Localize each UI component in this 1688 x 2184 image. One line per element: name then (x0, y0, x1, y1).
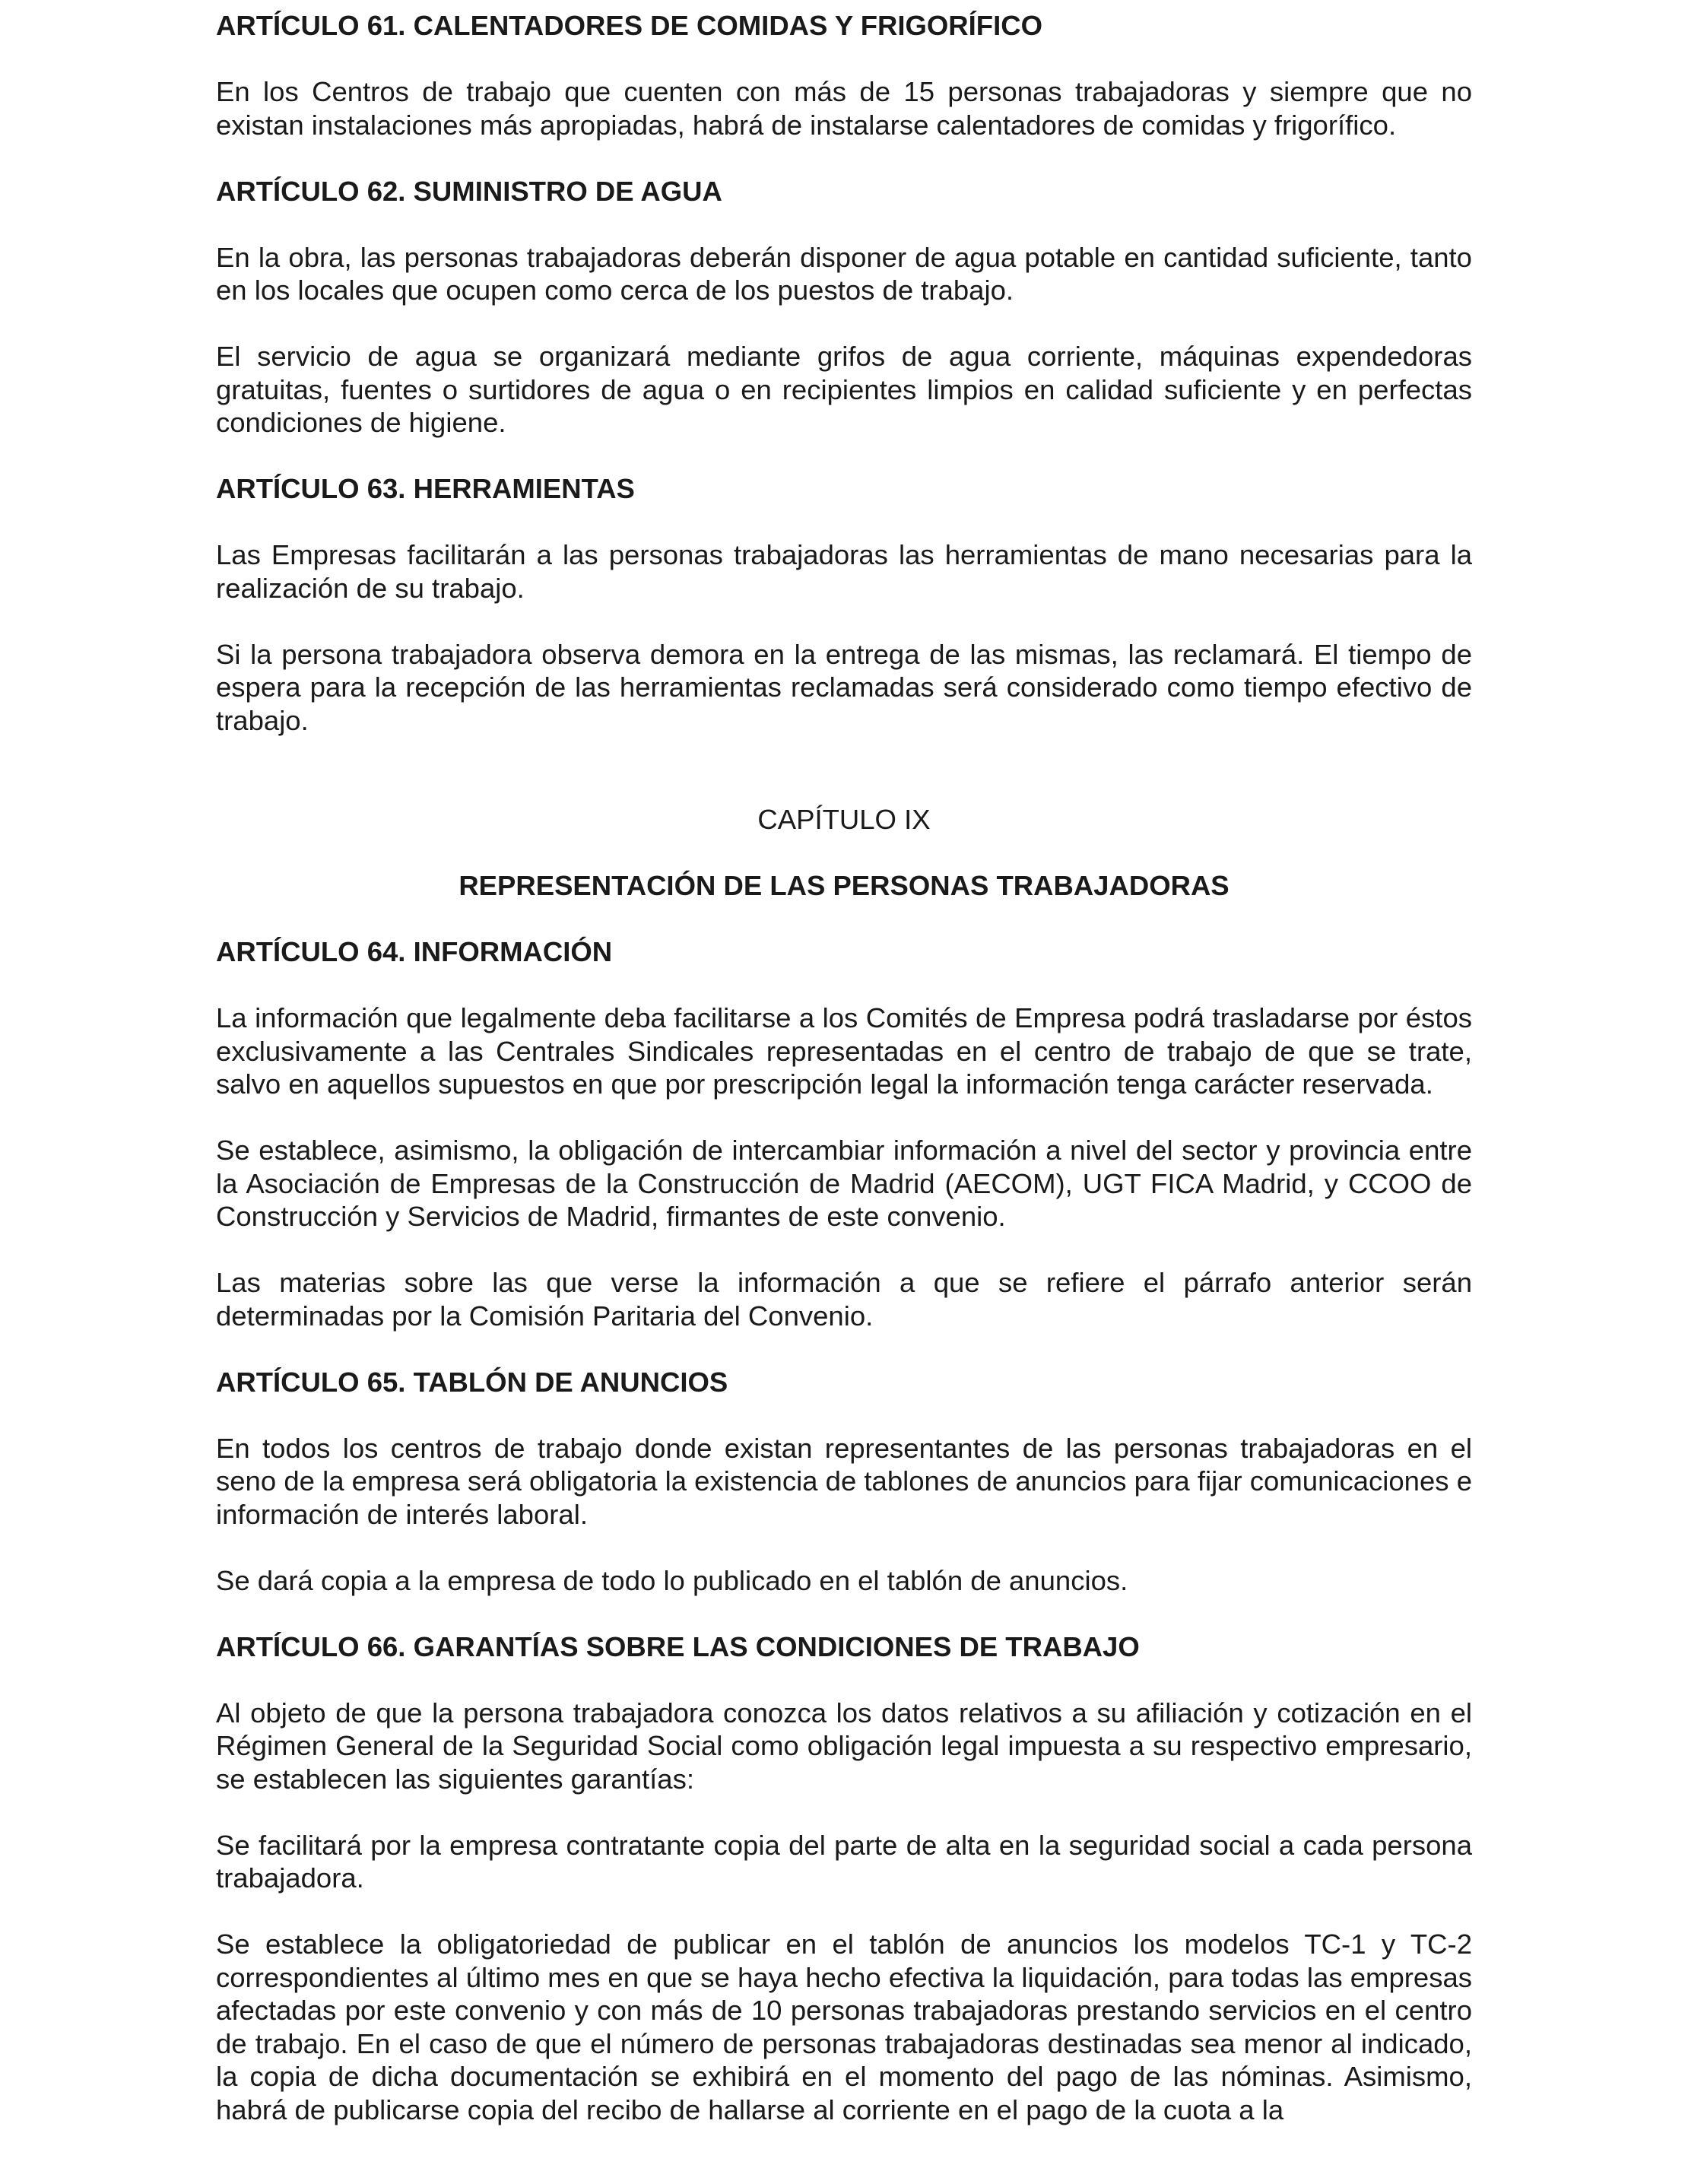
article-63-heading: ARTÍCULO 63. HERRAMIENTAS (216, 473, 635, 504)
chapter-label: CAPÍTULO IX (757, 804, 931, 835)
article-66-paragraph-2: Se facilitará por la empresa contratante copia del parte de alta en la seguridad social a cada persona trabajadora. (216, 1829, 1472, 1894)
article-65-paragraph-2: Se dará copia a la empresa de todo lo publicado en el tablón de anuncios. (216, 1564, 1128, 1596)
document-page (216, 9, 1472, 2126)
article-61-paragraph-1: En los Centros de trabajo que cuenten con más de 15 personas trabajadoras y siempre que no existan instalaciones más apropiadas, habrá de instalarse calentadores de comidas y frigorífico. (216, 76, 1472, 141)
chapter-title: REPRESENTACIÓN DE LAS PERSONAS TRABAJADORAS (458, 870, 1230, 901)
article-66-heading: ARTÍCULO 66. GARANTÍAS SOBRE LAS CONDICIONES DE TRABAJO (216, 1630, 1140, 1662)
article-62-heading: ARTÍCULO 62. SUMINISTRO DE AGUA (216, 175, 722, 207)
article-63-paragraph-2: Si la persona trabajadora observa demora en la entrega de las mismas, las reclamará. El tiempo de espera para la recepción de las herramientas reclamadas será considerado como tiempo efectivo de trabajo. (216, 638, 1472, 736)
article-65-heading: ARTÍCULO 65. TABLÓN DE ANUNCIOS (216, 1366, 728, 1398)
article-63-paragraph-1: Las Empresas facilitarán a las personas trabajadoras las herramientas de mano necesarias para la realización de su trabajo. (216, 539, 1472, 604)
article-64-paragraph-2: Se establece, asimismo, la obligación de intercambiar información a nivel del sector y provincia entre la Asociación de Empresas de la Construcción de Madrid (AECOM), UGT FICA Madrid, y CCOO de Construcción y Servicios de Madrid, firmantes de este convenio. (216, 1135, 1472, 1232)
article-65-paragraph-1: En todos los centros de trabajo donde existan representantes de las personas trabajadoras en el seno de la empresa será obligatoria la existencia de tablones de anuncios para fijar comunicaciones e información de interés laboral. (216, 1432, 1472, 1530)
article-66-paragraph-3: Se establece la obligatoriedad de publicar en el tablón de anuncios los modelos TC-1 y TC-2 correspondientes al último mes en que se haya hecho efectiva la liquidación, para todas las empresas afectadas por este convenio y con más de 10 personas trabajadoras prestando servicios en el centro de trabajo. En el caso de que el número de personas trabajadoras destinadas sea menor al indicado, la copia de dicha documentación se exhibirá en el momento del pago de las nóminas. Asimismo, habrá de publicarse copia del recibo de hallarse al corriente en el pago de la cuota a la (216, 1928, 1472, 2125)
article-62-paragraph-1: En la obra, las personas trabajadoras deberán disponer de agua potable en cantidad suficiente, tanto en los locales que ocupen como cerca de los puestos de trabajo. (216, 241, 1472, 306)
article-66-paragraph-1: Al objeto de que la persona trabajadora conozca los datos relativos a su afiliación y cotización en el Régimen General de la Seguridad Social como obligación legal impuesta a su respectivo empresario, se establecen las siguientes garantías: (216, 1697, 1472, 1795)
article-62-paragraph-2: El servicio de agua se organizará mediante grifos de agua corriente, máquinas expendedoras gratuitas, fuentes o surtidores de agua o en recipientes limpios en calidad suficiente y en perfectas condiciones de higiene. (216, 341, 1472, 438)
article-64-heading: ARTÍCULO 64. INFORMACIÓN (216, 936, 613, 967)
article-64-paragraph-3: Las materias sobre las que verse la información a que se refiere el párrafo anterior serán determinadas por la Comisión Paritaria del Convenio. (216, 1267, 1472, 1332)
article-64-paragraph-1: La información que legalmente deba facilitarse a los Comités de Empresa podrá trasladarse por éstos exclusivamente a las Centrales Sindicales representadas en el centro de trabajo de que se trate, salvo en aquellos supuestos en que por prescripción legal la información tenga carácter reservada. (216, 1002, 1472, 1100)
article-61-heading: ARTÍCULO 61. CALENTADORES DE COMIDAS Y FRIGORÍFICO (216, 10, 1042, 41)
